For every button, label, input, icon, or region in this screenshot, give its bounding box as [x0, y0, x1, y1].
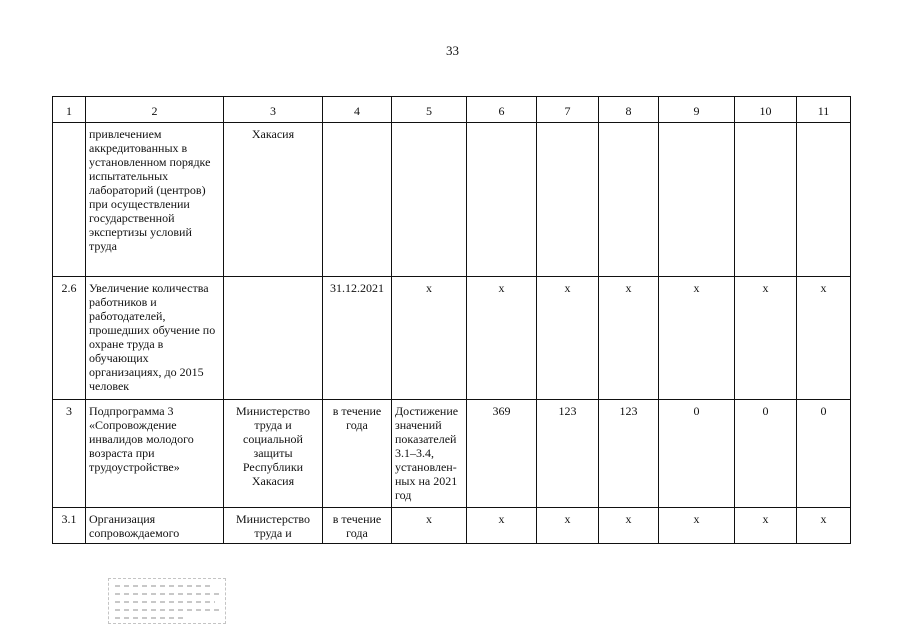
row-number — [53, 123, 86, 277]
row-value-10: х — [735, 277, 797, 400]
row-result — [392, 123, 467, 277]
stamp-line — [115, 617, 185, 619]
column-header: 9 — [659, 97, 735, 123]
row-value-11 — [797, 123, 851, 277]
row-name: привлечением аккредитованных в установленном порядке испытательных лабораторий (центров) при осуществлении государственной экспертизы условий труда — [86, 123, 224, 277]
row-value-8: 123 — [599, 400, 659, 508]
page-number: 33 — [446, 43, 459, 58]
row-result: х — [392, 508, 467, 544]
stamp-line — [115, 609, 219, 611]
column-header: 10 — [735, 97, 797, 123]
table-row — [53, 277, 851, 400]
column-header: 6 — [467, 97, 537, 123]
row-value-11: х — [797, 508, 851, 544]
row-name: Подпрограмма 3 «Сопровождение инвалидов молодого возраста при трудоустройстве» — [86, 400, 224, 508]
row-deadline: в течение года — [323, 400, 392, 508]
column-header: 4 — [323, 97, 392, 123]
row-deadline: в течение года — [323, 508, 392, 544]
row-value-8: х — [599, 508, 659, 544]
row-value-9: 0 — [659, 400, 735, 508]
table-row — [53, 508, 851, 544]
row-value-9: х — [659, 277, 735, 400]
row-number: 3.1 — [53, 508, 86, 544]
table-header-row — [53, 97, 851, 123]
row-value-8: х — [599, 277, 659, 400]
row-result: Достижение значений показателей 3.1–3.4, установленных на 2021 год — [392, 400, 467, 508]
stamp-line — [115, 601, 215, 603]
row-number: 2.6 — [53, 277, 86, 400]
stamp-line — [115, 593, 219, 595]
row-value-10 — [735, 123, 797, 277]
table-row — [53, 123, 851, 277]
row-number: 3 — [53, 400, 86, 508]
row-result: х — [392, 277, 467, 400]
column-header: 8 — [599, 97, 659, 123]
row-executor: Хакасия — [224, 123, 323, 277]
row-value-7: 123 — [537, 400, 599, 508]
row-deadline: 31.12.2021 — [323, 277, 392, 400]
row-deadline — [323, 123, 392, 277]
row-value-8 — [599, 123, 659, 277]
column-header: 2 — [86, 97, 224, 123]
row-value-11: 0 — [797, 400, 851, 508]
row-name: Организация сопровождаемого — [86, 508, 224, 544]
column-header: 11 — [797, 97, 851, 123]
stamp-line — [115, 585, 211, 587]
column-header: 7 — [537, 97, 599, 123]
column-header: 5 — [392, 97, 467, 123]
row-value-7 — [537, 123, 599, 277]
column-header: 3 — [224, 97, 323, 123]
row-value-6: х — [467, 508, 537, 544]
column-header: 1 — [53, 97, 86, 123]
row-value-7: х — [537, 508, 599, 544]
row-value-6: х — [467, 277, 537, 400]
row-value-6 — [467, 123, 537, 277]
row-name: Увеличение количества работников и работодателей, прошедших обучение по охране труда в обучающих организациях, до 2015 человек — [86, 277, 224, 400]
row-value-11: х — [797, 277, 851, 400]
row-executor: Министерство труда и — [224, 508, 323, 544]
row-value-10: 0 — [735, 400, 797, 508]
program-table — [52, 96, 851, 544]
row-value-7: х — [537, 277, 599, 400]
row-value-9 — [659, 123, 735, 277]
row-value-6: 369 — [467, 400, 537, 508]
table-row — [53, 400, 851, 508]
row-executor — [224, 277, 323, 400]
row-value-9: х — [659, 508, 735, 544]
row-executor: Министерство труда и социальной защиты Республики Хакасия — [224, 400, 323, 508]
row-value-10: х — [735, 508, 797, 544]
faded-stamp — [108, 578, 226, 624]
